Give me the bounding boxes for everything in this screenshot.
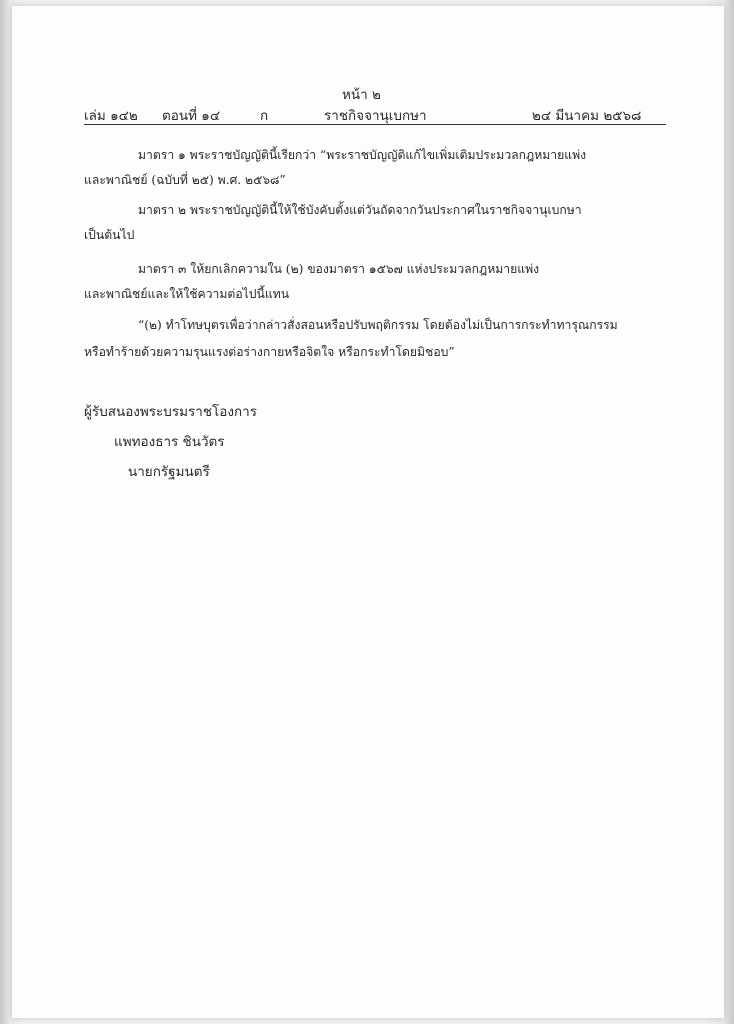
amended-clause-line-1: “(๒) ทำโทษบุตรเพื่อว่ากล่าวสั่งสอนหรือปรับพฤติกรรม โดยต้องไม่เป็นการกระทำทารุณกรรม — [138, 318, 618, 332]
section-2-line-1: มาตรา ๒ พระราชบัญญัตินี้ให้ใช้บังคับตั้งแต่วันถัดจากวันประกาศในราชกิจจานุเบกษา — [138, 203, 582, 217]
signatory-name: แพทองธาร ชินวัตร — [114, 434, 225, 450]
signatory-title: นายกรัฐมนตรี — [128, 464, 210, 480]
section-3-line-1: มาตรา ๓ ให้ยกเลิกความใน (๒) ของมาตรา ๑๕๖๗ แห่งประมวลกฎหมายแพ่ง — [138, 262, 540, 276]
section-1-line-1: มาตรา ๑ พระราชบัญญัตินี้เรียกว่า “พระราชบัญญัติแก้ไขเพิ่มเติมประมวลกฎหมายแพ่ง — [138, 148, 587, 162]
document-page — [12, 6, 724, 1018]
amended-clause-line-2: หรือทำร้ายด้วยความรุนแรงต่อร่างกายหรือจิตใจ หรือกระทำโดยมิชอบ” — [84, 345, 455, 359]
header-rule — [84, 124, 666, 125]
section-letter: ก — [260, 108, 269, 124]
page-number: หน้า ๒ — [342, 87, 381, 103]
publication-date: ๒๔ มีนาคม ๒๕๖๘ — [532, 108, 642, 124]
section-3-line-2: และพาณิชย์และให้ใช้ความต่อไปนี้แทน — [84, 287, 290, 301]
countersign-label: ผู้รับสนองพระบรมราชโองการ — [84, 404, 257, 420]
issue-number: ตอนที่ ๑๔ — [162, 108, 221, 124]
volume-number: เล่ม ๑๔๒ — [84, 108, 138, 124]
section-1-line-2: และพาณิชย์ (ฉบับที่ ๒๕) พ.ศ. ๒๕๖๘” — [84, 173, 286, 187]
section-2-line-2: เป็นต้นไป — [84, 228, 135, 242]
gazette-document — [12, 6, 724, 1018]
publication-name: ราชกิจจานุเบกษา — [324, 108, 427, 124]
